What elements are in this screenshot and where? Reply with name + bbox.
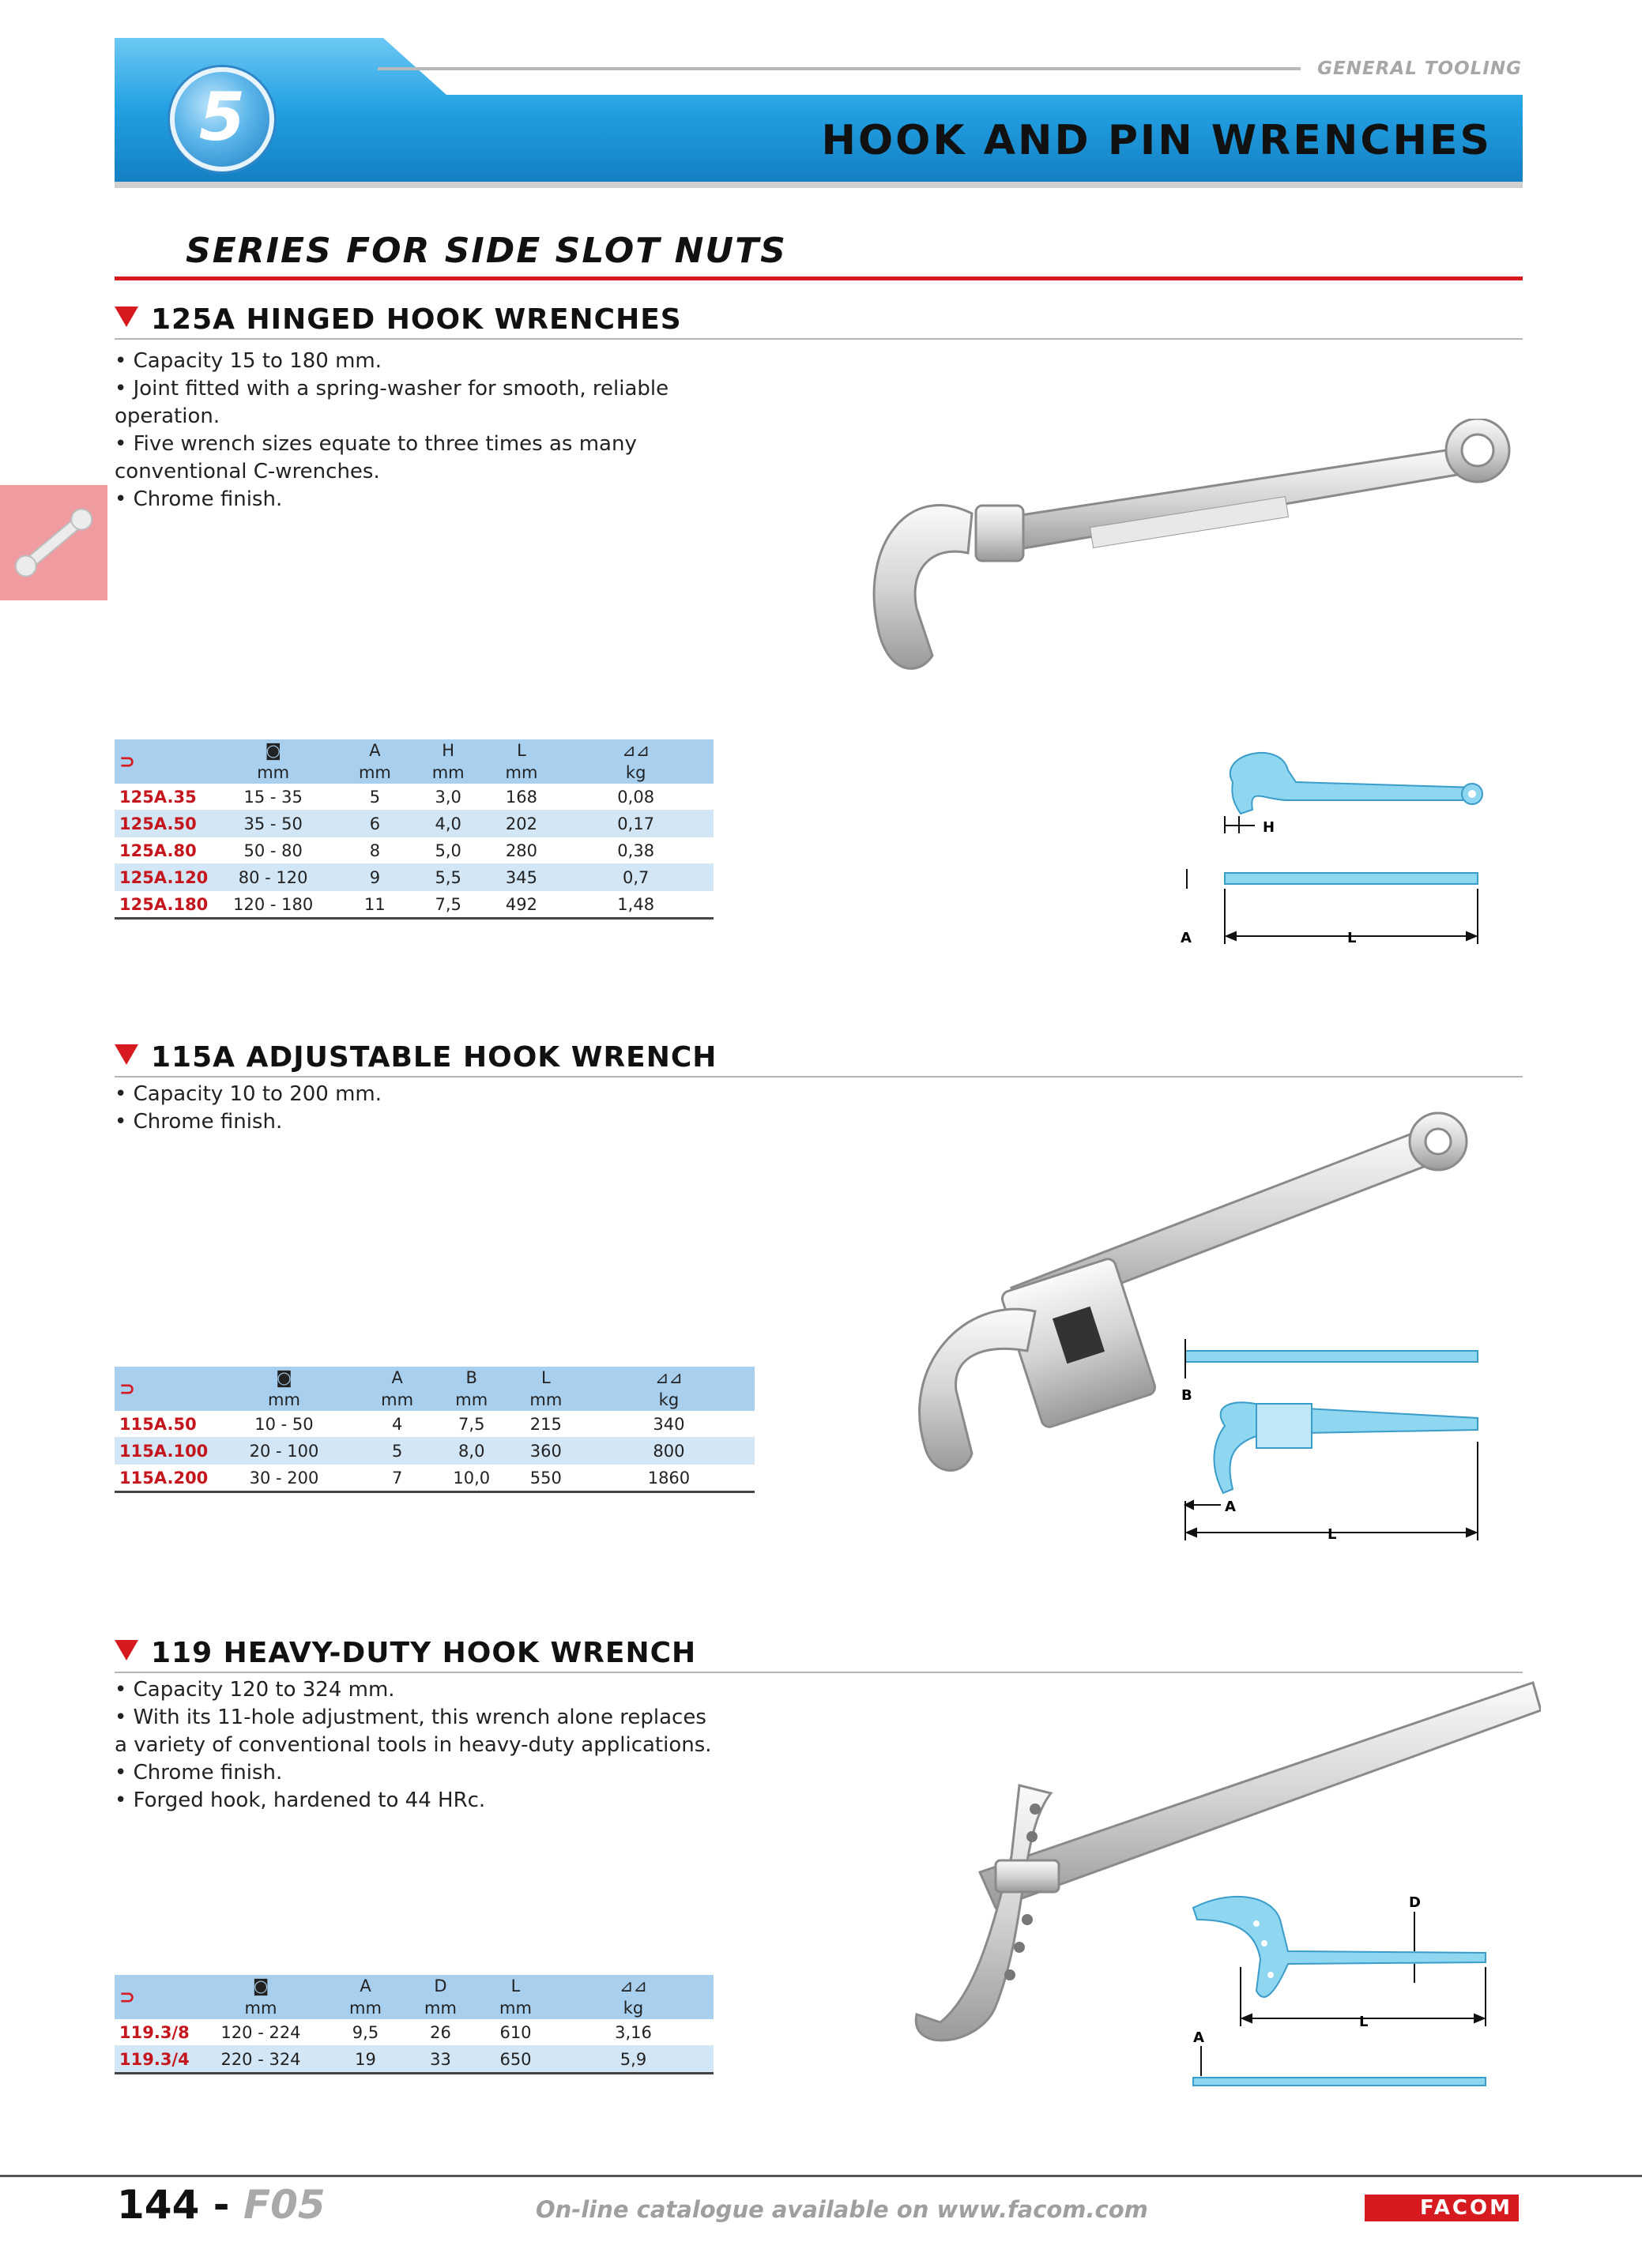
unit-header: mm [403,1997,478,2019]
table-cell: 202 [485,811,559,837]
unit-header: mm [208,762,338,784]
product-heading-text: 125A HINGED HOOK WRENCHES [151,303,682,336]
product-description-115a [115,1081,715,1136]
table-cell: 220 - 324 [194,2046,328,2074]
column-header: A [338,739,412,762]
dimension-label: L [1328,1526,1337,1543]
catalogue-link[interactable]: On-line catalogue available on www.facom.com [536,2196,1148,2223]
bullet-text: • Capacity 10 to 200 mm. [115,1082,382,1106]
table-cell: 492 [485,891,559,919]
product-rule [115,1672,1523,1673]
table-row [115,1411,755,1438]
unit-header: mm [435,1389,509,1411]
reference-icon: ⊃ [115,739,208,784]
product-description-125a [115,348,715,513]
table-cell: 360 [509,1438,583,1465]
reference-code: 125A.80 [115,837,208,864]
reference-code: 115A.50 [115,1411,208,1438]
table-cell: 11 [338,891,412,919]
product-heading-125a [115,303,682,336]
table-cell: 5,5 [412,864,485,891]
table-cell: 280 [485,837,559,864]
dimension-label: D [1409,1894,1421,1911]
bullet-text: • Capacity 15 to 180 mm. [115,349,382,373]
triangle-bullet-icon [115,1640,138,1661]
dimension-label: H [1263,819,1275,836]
table-cell: 0,38 [558,837,714,864]
table-cell: 19 [328,2046,403,2074]
product-heading-119 [115,1637,696,1669]
table-cell: 610 [478,2019,553,2046]
chapter-tab[interactable] [0,485,107,600]
table-cell: 800 [583,1438,755,1465]
table-cell: 3,0 [412,784,485,811]
product-heading-text: 115A ADJUSTABLE HOOK WRENCH [151,1041,717,1074]
table-cell: 120 - 224 [194,2019,328,2046]
table-row [115,891,714,919]
page-number [117,2182,326,2228]
unit-header: kg [583,1389,755,1411]
unit-header: kg [558,762,714,784]
unit-header: mm [412,762,485,784]
reference-code: 125A.50 [115,811,208,837]
spec-table-125a [115,739,714,920]
table-row [115,837,714,864]
triangle-bullet-icon [115,307,138,327]
column-header: D [403,1975,478,1997]
weight-icon: ⊿⊿ [558,739,714,762]
table-cell: 4 [360,1411,435,1438]
table-cell: 5 [360,1438,435,1465]
capacity-icon: ◙ [208,739,338,762]
dimension-diagram-115a [1177,1331,1493,1544]
table-cell: 5,0 [412,837,485,864]
table-row [115,811,714,837]
bullet-text: • Chrome finish. [115,1761,283,1785]
page-code: F05 [243,2182,326,2228]
table-cell: 50 - 80 [208,837,338,864]
reference-code: 119.3/8 [115,2019,194,2046]
bullet-text: • With its 11-hole adjustment, this wrench alone replaces a variety of conventional tools in heavy-duty applications. [115,1706,712,1757]
dimension-label: A [1181,930,1192,946]
table-cell: 33 [403,2046,478,2074]
bullet-text: • Capacity 120 to 324 mm. [115,1678,395,1702]
table-cell: 215 [509,1411,583,1438]
wrench-icon [0,485,107,600]
table-cell: 35 - 50 [208,811,338,837]
table-cell: 10,0 [435,1465,509,1492]
dimension-label: L [1359,2014,1369,2030]
table-cell: 3,16 [553,2019,714,2046]
table-cell: 30 - 200 [208,1465,360,1492]
table-cell: 1,48 [558,891,714,919]
bullet-text: • Forged hook, hardened to 44 HRc. [115,1788,486,1812]
table-row [115,1465,755,1492]
page-number-text: 144 - [117,2182,230,2228]
dimension-label: A [1225,1499,1236,1515]
column-header: L [478,1975,553,1997]
bullet-text: • Five wrench sizes equate to three times as many conventional C-wrenches. [115,432,637,483]
table-cell: 1860 [583,1465,755,1492]
table-row [115,2046,714,2074]
weight-icon: ⊿⊿ [583,1367,755,1389]
column-header: B [435,1367,509,1389]
reference-code: 125A.120 [115,864,208,891]
table-cell: 345 [485,864,559,891]
table-cell: 650 [478,2046,553,2074]
unit-header: mm [509,1389,583,1411]
table-cell: 4,0 [412,811,485,837]
table-cell: 5,9 [553,2046,714,2074]
table-cell: 10 - 50 [208,1411,360,1438]
unit-header: mm [194,1997,328,2019]
reference-code: 115A.100 [115,1438,208,1465]
table-cell: 8 [338,837,412,864]
table-cell: 15 - 35 [208,784,338,811]
dimension-label: B [1181,1387,1192,1404]
table-cell: 80 - 120 [208,864,338,891]
brand-logo [1365,2195,1519,2221]
table-cell: 8,0 [435,1438,509,1465]
table-cell: 120 - 180 [208,891,338,919]
footer-rule [0,2175,1642,2177]
series-title: SERIES FOR SIDE SLOT NUTS [186,231,787,271]
table-row [115,2019,714,2046]
column-header: L [509,1367,583,1389]
product-photo-125a [830,419,1525,687]
series-rule [115,276,1523,280]
reference-code: 119.3/4 [115,2046,194,2074]
bullet-text: • Joint fitted with a spring-washer for smooth, reliable operation. [115,377,669,428]
unit-header: mm [338,762,412,784]
unit-header: mm [478,1997,553,2019]
unit-header: mm [208,1389,360,1411]
table-cell: 550 [509,1465,583,1492]
table-cell: 340 [583,1411,755,1438]
column-header: L [485,739,559,762]
weight-icon: ⊿⊿ [553,1975,714,1997]
table-cell: 5 [338,784,412,811]
capacity-icon: ◙ [194,1975,328,1997]
spec-table-119 [115,1975,714,2074]
bullet-text: • Chrome finish. [115,1110,283,1134]
table-row [115,784,714,811]
reference-icon: ⊃ [115,1367,208,1411]
bullet-text: • Chrome finish. [115,487,283,511]
unit-header: mm [360,1389,435,1411]
page-title: HOOK AND PIN WRENCHES [821,117,1492,164]
table-cell: 9 [338,864,412,891]
reference-code: 115A.200 [115,1465,208,1492]
table-cell: 6 [338,811,412,837]
reference-code: 125A.180 [115,891,208,919]
spec-table-115a [115,1367,755,1493]
table-cell: 9,5 [328,2019,403,2046]
dimension-label: A [1193,2029,1204,2046]
reference-code: 125A.35 [115,784,208,811]
table-cell: 7,5 [412,891,485,919]
section-number-badge [170,67,274,171]
product-heading-text: 119 HEAVY-DUTY HOOK WRENCH [151,1637,697,1669]
capacity-icon: ◙ [208,1367,360,1389]
dimension-label: L [1347,930,1357,946]
header-rule [378,67,1301,70]
table-cell: 168 [485,784,559,811]
column-header: H [412,739,485,762]
section-number: 5 [198,78,246,156]
table-cell: 7,5 [435,1411,509,1438]
table-row [115,1438,755,1465]
table-cell: 0,17 [558,811,714,837]
unit-header: mm [485,762,559,784]
header-banner [115,38,1523,188]
column-header: A [328,1975,403,1997]
section-label: GENERAL TOOLING [1317,58,1522,79]
table-cell: 0,7 [558,864,714,891]
product-description-119 [115,1676,715,1815]
table-cell: 7 [360,1465,435,1492]
reference-icon: ⊃ [115,1975,194,2019]
unit-header: kg [553,1997,714,2019]
table-cell: 26 [403,2019,478,2046]
triangle-bullet-icon [115,1044,138,1065]
product-rule [115,338,1523,340]
dimension-diagram-125a [1169,739,1486,952]
product-rule [115,1076,1523,1078]
dimension-diagram-119 [1177,1888,1493,2101]
unit-header: mm [328,1997,403,2019]
product-heading-115a [115,1041,717,1074]
column-header: A [360,1367,435,1389]
brand-text: FACOM [1420,2196,1512,2220]
table-cell: 20 - 100 [208,1438,360,1465]
table-row [115,864,714,891]
table-cell: 0,08 [558,784,714,811]
